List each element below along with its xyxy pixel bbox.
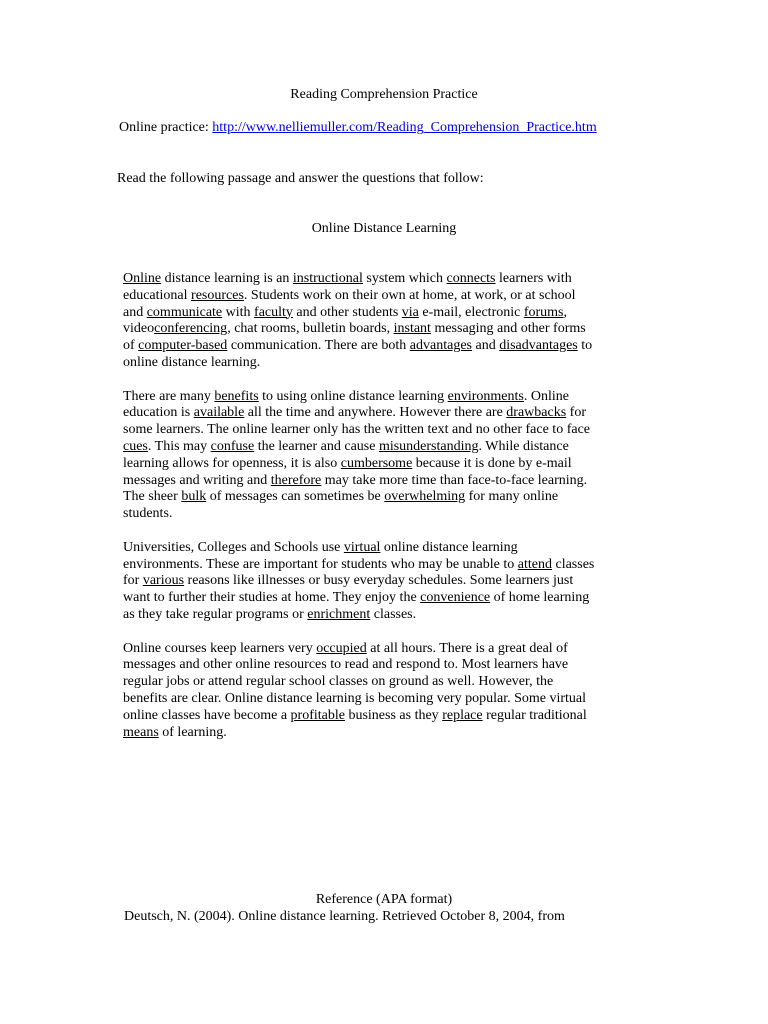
passage-text: , chat rooms, bulletin boards, — [227, 321, 394, 337]
vocabulary-word: occupied — [316, 640, 367, 656]
online-practice-label: Online practice: — [119, 120, 213, 135]
passage-text: . Online — [523, 388, 569, 404]
passage-text: e-mail, electronic — [418, 304, 524, 320]
vocabulary-word: via — [401, 304, 419, 320]
passage-text: for — [566, 405, 586, 421]
passage-paragraph — [123, 389, 663, 523]
passage-text: online distance learning. — [123, 354, 261, 370]
vocabulary-word: overwhelming — [384, 489, 466, 505]
passage-text: business as they — [344, 707, 443, 723]
vocabulary-word: cues — [123, 438, 148, 454]
vocabulary-word: benefits — [214, 388, 259, 404]
vocabulary-word: profitable — [290, 707, 345, 723]
passage-text: some learners. The online learner only has the written text and no other face to face — [123, 422, 590, 438]
passage-paragraph — [123, 540, 663, 624]
vocabulary-word: instructional — [292, 271, 363, 286]
passage-text: video — [123, 321, 155, 337]
passage-text: the learner and cause — [254, 438, 379, 454]
vocabulary-word: environments — [447, 388, 524, 404]
vocabulary-word: cumbersome — [340, 455, 413, 471]
vocabulary-word: conferencing — [154, 321, 228, 337]
online-practice-link[interactable]: http://www.nelliemuller.com/Reading_Comprehension_Practice.htm — [212, 120, 597, 135]
passage-paragraph — [123, 271, 663, 372]
passage-text: for — [123, 573, 143, 589]
passage-text: regular traditional — [482, 707, 587, 723]
vocabulary-word: instant — [393, 321, 431, 337]
vocabulary-word: virtual — [343, 539, 381, 555]
vocabulary-word: forums — [523, 304, 564, 320]
passage-text: . Students work on their own at home, at work, or at school — [243, 287, 576, 303]
passage-text: messages and writing and — [123, 472, 271, 488]
passage-text: benefits are clear. Online distance learning is becoming very popular. Some virtual — [123, 690, 587, 706]
vocabulary-word: attend — [517, 556, 552, 572]
passage-text: of home learning — [490, 590, 590, 606]
passage-text: for many online — [465, 489, 559, 505]
vocabulary-word: therefore — [270, 472, 322, 488]
passage-text: as they take regular programs or — [123, 606, 308, 622]
passage-text: with — [222, 304, 255, 320]
passage-text: of learning. — [158, 724, 227, 740]
instructions: Read the following passage and answer the questions that follow: — [117, 171, 484, 186]
passage-text: messages and other online resources to read and respond to. Most learners have — [123, 657, 569, 673]
online-practice-line — [119, 120, 597, 136]
passage-text: The sheer — [123, 489, 182, 505]
document-title: Reading Comprehension Practice — [290, 87, 478, 102]
passage-text: system which — [362, 271, 447, 286]
vocabulary-word: disadvantages — [499, 338, 578, 354]
vocabulary-word: Online — [123, 271, 162, 286]
vocabulary-word: convenience — [420, 590, 491, 606]
reference-text: Deutsch, N. (2004). Online distance learning. Retrieved October 8, 2004, from — [124, 909, 565, 924]
vocabulary-word: replace — [442, 707, 483, 723]
passage-text: environments. These are important for students who may be unable to — [123, 556, 518, 572]
passage — [123, 271, 663, 758]
vocabulary-word: communicate — [146, 304, 223, 320]
vocabulary-word: faculty — [254, 304, 293, 320]
passage-text: There are many — [123, 388, 215, 404]
passage-text: want to further their studies at home. They enjoy the — [123, 590, 421, 606]
passage-text: because it is done by e-mail — [412, 455, 572, 471]
passage-text: of — [123, 338, 139, 354]
passage-text: classes. — [370, 606, 417, 622]
vocabulary-word: bulk — [181, 489, 207, 505]
passage-text: learners with — [495, 271, 572, 286]
vocabulary-word: means — [123, 724, 159, 740]
vocabulary-word: confuse — [210, 438, 255, 454]
passage-text: and other students — [292, 304, 402, 320]
passage-text: . This may — [147, 438, 211, 454]
vocabulary-word: computer-based — [138, 338, 228, 354]
passage-text: online distance learning — [380, 539, 518, 555]
passage-text: students. — [123, 506, 173, 522]
passage-text: Online courses keep learners very — [123, 640, 317, 656]
passage-text: to using online distance learning — [258, 388, 448, 404]
passage-title: Online Distance Learning — [311, 221, 457, 236]
passage-text: . While distance — [478, 438, 569, 454]
vocabulary-word: various — [142, 573, 185, 589]
passage-text: all the time and anywhere. However there are — [244, 405, 507, 421]
reference-heading: Reference (APA format) — [315, 892, 453, 907]
passage-text: distance learning is an — [161, 271, 293, 286]
vocabulary-word: enrichment — [307, 606, 371, 622]
passage-text: may take more time than face-to-face learning. — [321, 472, 588, 488]
passage-text: online classes have become a — [123, 707, 291, 723]
vocabulary-word: available — [193, 405, 245, 421]
passage-text: and — [123, 304, 147, 320]
passage-text: communication. There are both — [227, 338, 410, 354]
passage-text: Universities, Colleges and Schools use — [123, 539, 344, 555]
passage-text: educational — [123, 287, 192, 303]
vocabulary-word: resources — [191, 287, 244, 303]
passage-text: at all hours. There is a great deal of — [366, 640, 568, 656]
passage-text: classes — [551, 556, 595, 572]
vocabulary-word: misunderstanding — [378, 438, 479, 454]
passage-text: education is — [123, 405, 194, 421]
passage-text: , — [563, 304, 568, 320]
passage-text: reasons like illnesses or busy everyday schedules. Some learners just — [184, 573, 574, 589]
passage-text: messaging and other forms — [430, 321, 586, 337]
vocabulary-word: advantages — [409, 338, 472, 354]
vocabulary-word: connects — [446, 271, 496, 286]
vocabulary-word: drawbacks — [506, 405, 567, 421]
passage-paragraph — [123, 641, 663, 742]
passage-text: and — [471, 338, 500, 354]
passage-text: regular jobs or attend regular school classes on ground as well. However, the — [123, 674, 554, 690]
passage-text: learning allows for openness, it is also — [123, 455, 341, 471]
passage-text: of messages can sometimes be — [206, 489, 385, 505]
passage-text: to — [577, 338, 593, 354]
